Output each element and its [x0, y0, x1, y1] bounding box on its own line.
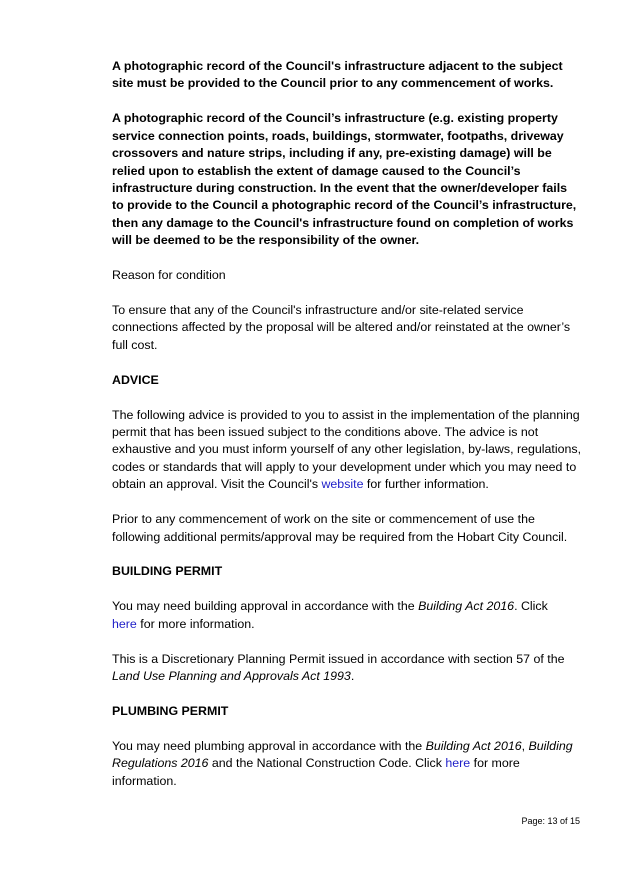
building-permit-heading: BUILDING PERMIT — [112, 564, 223, 579]
advice-paragraph-1 — [112, 407, 582, 494]
reason-text: To ensure that any of the Council's infrastructure and/or site-related service connections affected by the proposal will be altered and/or reinstated at the owner’s full cost. — [112, 302, 571, 352]
discretionary-text-end: . — [350, 669, 355, 684]
advice-paragraph-2: Prior to any commencement of work on the site or commencement of use the following additional permits/approval may be required from the Hobart City Council. — [112, 512, 568, 544]
building-act-title: Building Act 2016 — [418, 599, 515, 614]
infrastructure-damage-paragraph: A photographic record of the Council’s infrastructure (e.g. existing property service connection points, roads, buildings, stormwater, footpaths, driveway crossovers and nature strips, including if any, pre-existing damage) will be relied upon to establish the extent of damage caused to the Council’s infrastructure during construction. In the event that the owner/developer fails to provide to the Council a photographic record of the Council’s infrastructure, then any damage to the Council's infrastructure found on completion of works will be deemed to be the responsibility of the owner. — [112, 111, 577, 248]
page-number: Page: 13 of 15 — [521, 816, 580, 826]
plumbing-building-act-title: Building Act 2016 — [425, 738, 522, 753]
plumbing-permit-paragraph — [112, 738, 582, 790]
website-link[interactable]: website — [321, 477, 364, 492]
building-permit-paragraph-2 — [112, 651, 582, 686]
land-use-act-title: Land Use Planning and Approvals Act 1993 — [112, 669, 351, 684]
building-text-end: for more information. — [136, 616, 255, 631]
advice-text-start: The following advice is provided to you to assist in the implementation of the planning permit that has been issued subject to the conditions above. The advice is not exhaustive and you must inform yourself of any other legislation, by-laws, regulations, codes or standards that will apply to your development under which you may need to obtain an approval. Visit the Council's — [112, 407, 582, 492]
plumbing-text-end: for more information. — [112, 756, 520, 788]
plumbing-permit-heading: PLUMBING PERMIT — [112, 703, 229, 718]
building-permit-paragraph-1 — [112, 598, 582, 633]
discretionary-text-start: This is a Discretionary Planning Permit issued in accordance with section 57 of the — [112, 651, 565, 666]
building-regulations-title: Building Regulations 2016 — [112, 738, 573, 771]
reason-label: Reason for condition — [112, 268, 226, 283]
document-body — [112, 58, 582, 790]
advice-heading: ADVICE — [112, 372, 159, 387]
advice-text-end: for further information. — [363, 477, 489, 492]
plumbing-text-start: You may need plumbing approval in accordance with the — [112, 738, 426, 753]
infrastructure-record-paragraph: A photographic record of the Council's infrastructure adjacent to the subject site must be provided to the Council prior to any commencement of works. — [112, 59, 563, 91]
building-text-mid: . Click — [514, 599, 548, 614]
plumbing-here-link[interactable]: here — [445, 756, 471, 771]
building-text-start: You may need building approval in accordance with the — [112, 599, 419, 614]
plumbing-text-separator: , — [521, 738, 529, 753]
plumbing-text-mid: and the National Construction Code. Click — [208, 756, 446, 771]
building-here-link[interactable]: here — [112, 616, 137, 631]
